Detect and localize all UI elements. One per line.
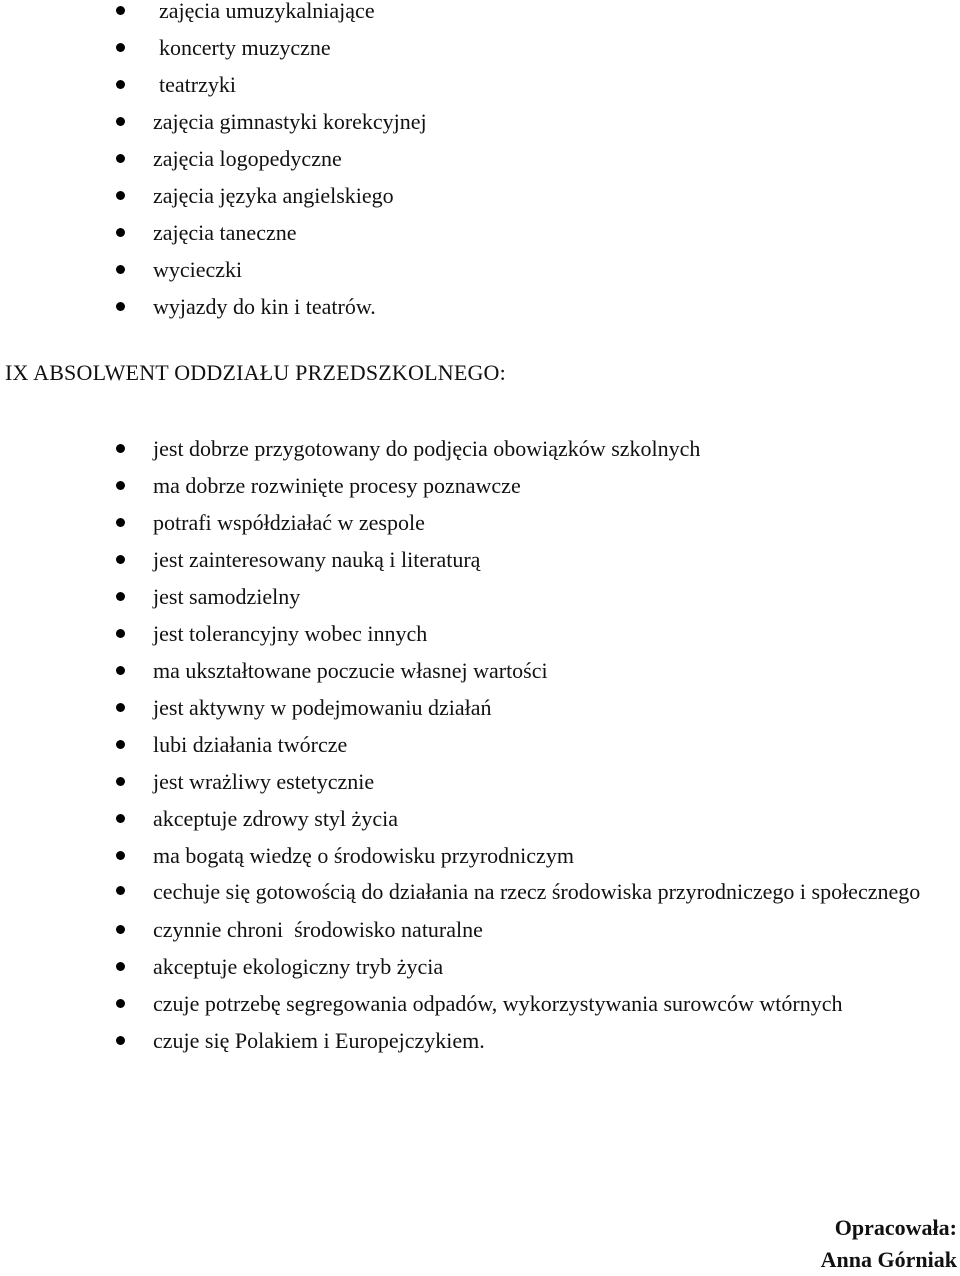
list-item-text: koncerty muzyczne [159,35,331,60]
list-item-text: zajęcia gimnastyki korekcyjnej [153,109,427,134]
list-item-text: czuje się Polakiem i Europejczykiem. [153,1028,485,1053]
section-heading: IX ABSOLWENT ODDZIAŁU PRZEDSZKOLNEGO: [5,360,506,385]
list-item-text: jest samodzielny [153,584,301,609]
bullet-icon [116,555,125,564]
list-item-text: wyjazdy do kin i teatrów. [153,294,376,319]
bullet-icon [116,962,125,971]
list-item-text: zajęcia taneczne [153,220,297,245]
list-item [0,467,943,504]
activities-list [0,0,427,325]
list-item-text: jest wrażliwy estetycznie [153,769,375,794]
list-item-text: akceptuje ekologiczny tryb życia [153,954,444,979]
list-item [0,251,427,288]
list-item [0,652,943,689]
list-item [0,763,943,800]
list-item-text: ma ukształtowane poczucie własnej wartości [153,658,548,683]
bullet-icon [116,43,125,52]
list-item-text: czynnie chroni środowisko naturalne [153,917,483,942]
list-item-text: lubi działania twórcze [153,732,348,757]
list-item-text: akceptuje zdrowy styl życia [153,806,398,831]
list-item-text: jest aktywny w podejmowaniu działań [153,695,492,720]
list-item [0,103,427,140]
list-item [0,541,943,578]
list-item [0,837,943,874]
list-item [0,948,943,985]
list-item [0,985,943,1022]
list-item [0,214,427,251]
list-item [0,0,427,29]
list-item-text: czuje potrzebę segregowania odpadów, wykorzystywania surowców wtórnych [153,991,843,1016]
list-item-text: zajęcia umuzykalniające [159,0,375,23]
bullet-icon [116,886,125,895]
list-item-text: zajęcia logopedyczne [153,146,342,171]
list-item [0,911,943,948]
bullet-icon [116,80,125,89]
list-item-text: zajęcia języka angielskiego [153,183,394,208]
list-item [0,430,943,467]
list-item-text: ma dobrze rozwinięte procesy poznawcze [153,473,521,498]
bullet-icon [116,1036,125,1045]
list-item [0,726,943,763]
list-item [0,177,427,214]
list-item [0,800,943,837]
bullet-icon [116,481,125,490]
bullet-icon [116,740,125,749]
list-item-text: teatrzyki [159,72,236,97]
list-item [0,288,427,325]
graduate-traits-list [0,430,943,1059]
list-item [0,578,943,615]
bullet-icon [116,117,125,126]
list-item-text: jest dobrze przygotowany do podjęcia obowiązków szkolnych [153,436,701,461]
list-item [0,689,943,726]
bullet-icon [116,777,125,786]
bullet-icon [116,925,125,934]
list-item [0,874,943,911]
list-item [0,1022,943,1059]
list-item [0,504,943,541]
bullet-icon [116,851,125,860]
bullet-icon [116,228,125,237]
bullet-icon [116,518,125,527]
bullet-icon [116,814,125,823]
list-item [0,615,943,652]
bullet-icon [116,302,125,311]
signature-block [821,1212,957,1276]
list-item-text: jest tolerancyjny wobec innych [153,621,428,646]
bullet-icon [116,592,125,601]
list-item [0,29,427,66]
list-item-text: cechuje się gotowością do działania na rzecz środowiska przyrodniczego i społecznego [153,879,921,904]
bullet-icon [116,265,125,274]
bullet-icon [116,629,125,638]
bullet-icon [116,999,125,1008]
list-item [0,140,427,177]
list-item-text: wycieczki [153,257,243,282]
signature-name: Anna Górniak [820,1247,957,1272]
bullet-icon [116,154,125,163]
bullet-icon [116,444,125,453]
bullet-icon [116,191,125,200]
list-item-text: ma bogatą wiedzę o środowisku przyrodniczym [153,843,574,868]
bullet-icon [116,666,125,675]
bullet-icon [116,703,125,712]
bullet-icon [116,6,125,15]
list-item-text: jest zainteresowany nauką i literaturą [153,547,481,572]
list-item [0,66,427,103]
signature-label: Opracowała: [834,1215,957,1240]
list-item-text: potrafi współdziałać w zespole [153,510,425,535]
